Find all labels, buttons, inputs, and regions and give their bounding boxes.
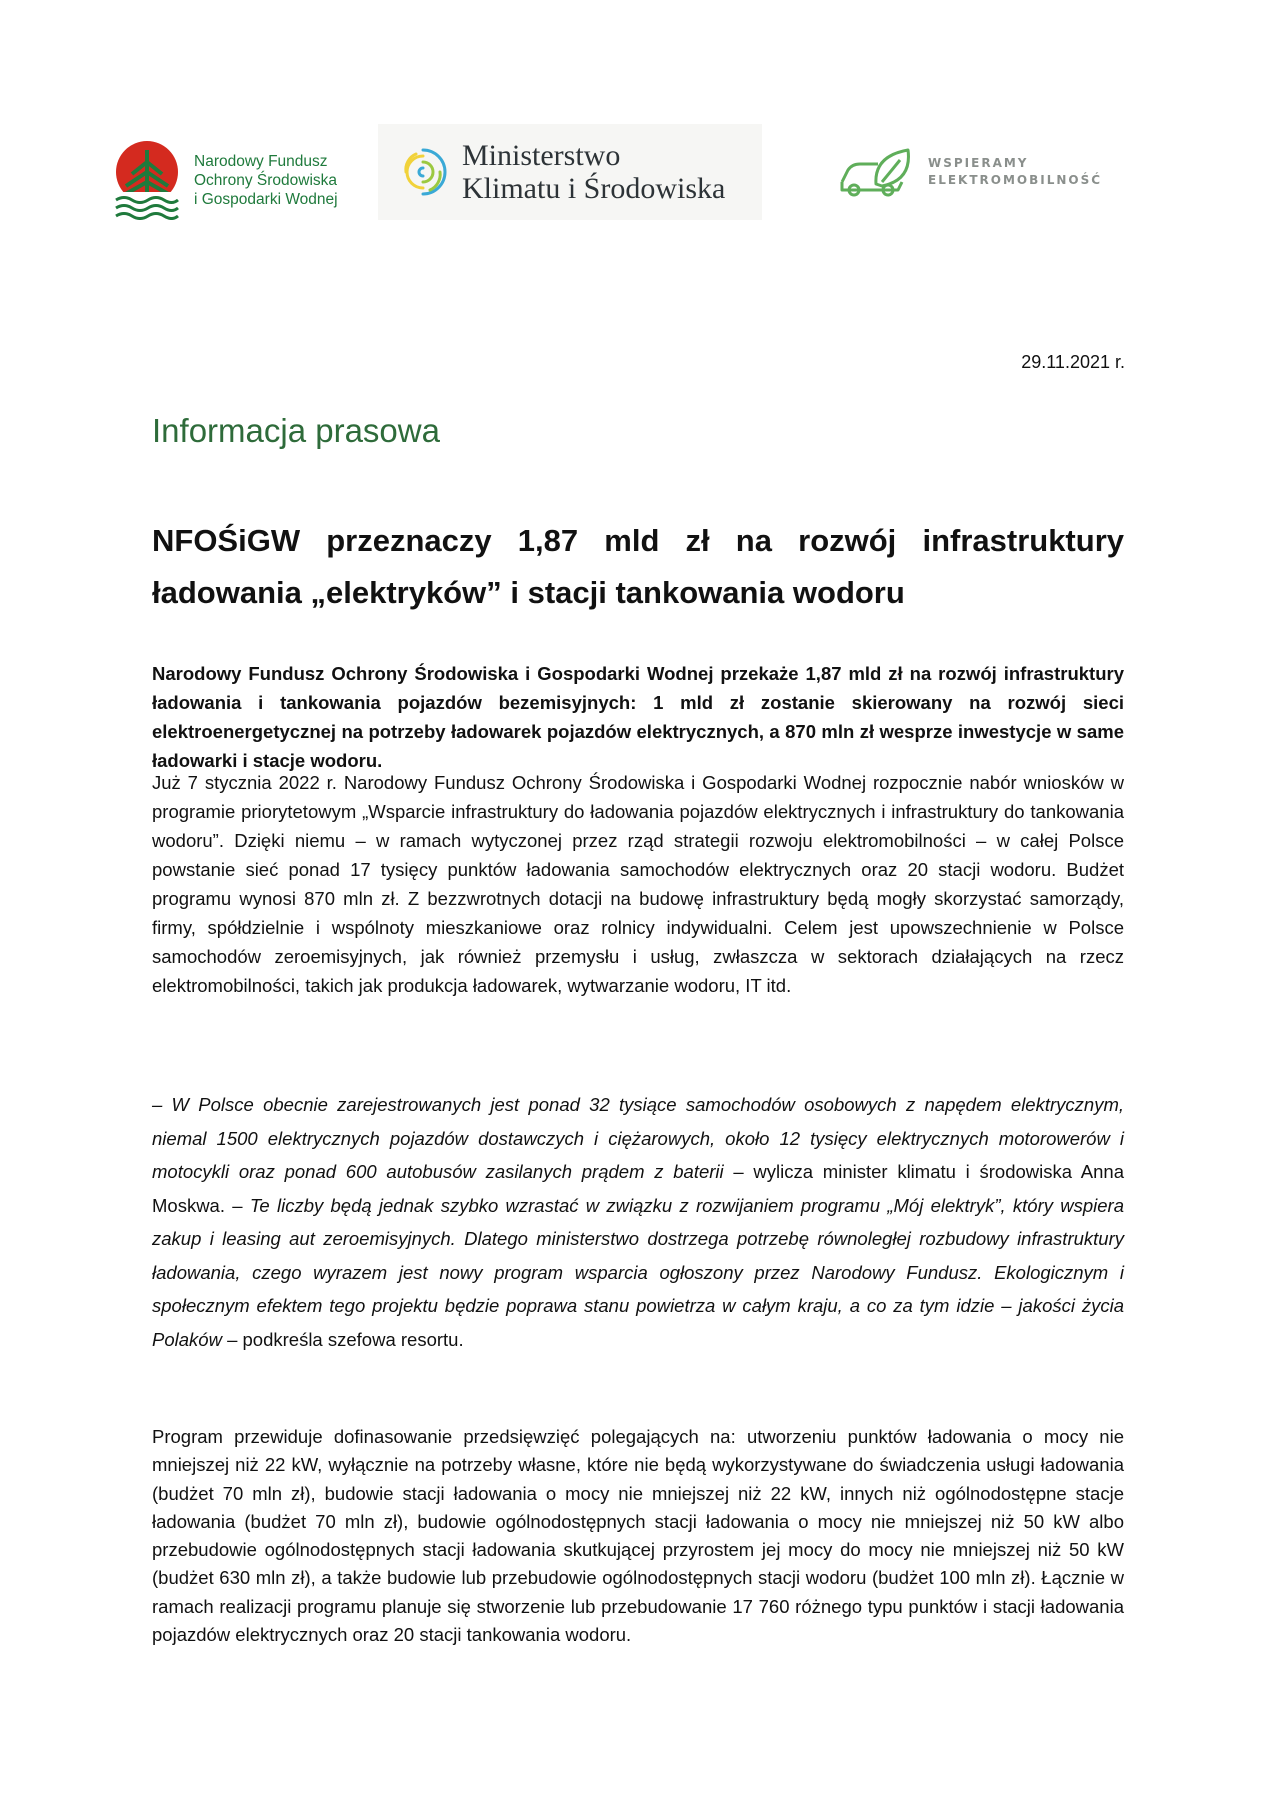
nfosigw-logo-line1: Narodowy Fundusz: [194, 152, 328, 170]
ministry-logo-line2: Klimatu i Środowiska: [462, 172, 726, 205]
wspieramy-logo: [838, 146, 1102, 198]
quote-paragraph: [152, 1088, 1124, 1356]
ministry-logo-line1: Ministerstwo: [462, 139, 621, 172]
wspieramy-logo-line1: WSPIERAMY: [928, 156, 1029, 170]
ministry-swirl-icon: [398, 142, 448, 202]
nfosigw-logo: [110, 140, 338, 220]
nfosigw-logo-line3: i Gospodarki Wodnej: [194, 190, 338, 208]
nfosigw-logo-line2: Ochrony Środowiska: [194, 171, 338, 189]
quote-part-1: – W Polsce obecnie zarejestrowanych jest ponad 32 tysiące samochodów osobowych z napędem elektrycznym, niemal 1500 elektrycznych pojazdów dostawczych i ciężarowych, około 12 tysięcy elektrycznych motorowerów i motocykli oraz ponad 600 autobusów zasilanych prądem z baterii: [152, 1094, 1124, 1182]
wspieramy-logo-text: [928, 155, 1102, 189]
header-logos: [110, 118, 1110, 228]
ministry-logo-text: [462, 139, 725, 205]
document-date: 29.11.2021 r.: [1021, 352, 1125, 372]
nfosigw-logo-text: [194, 152, 338, 209]
paragraph-1: Już 7 stycznia 2022 r. Narodowy Fundusz Ochrony Środowiska i Gospodarki Wodnej rozpocznie nabór wniosków w programie priorytetowym „Wsparcie infrastruktury do ładowania pojazdów elektrycznych i infrastruktury do tankowania wodoru”. Dzięki niemu – w ramach wytyczonej przez rząd strategii rozwoju elektromobilności – w całej Polsce powstanie sieć ponad 17 tysięcy punktów ładowania samochodów elektrycznych oraz 20 stacji wodoru. Budżet programu wynosi 870 mln zł. Z bezzwrotnych dotacji na budowę infrastruktury będą mogły skorzystać samorządy, firmy, spółdzielnie i wspólnoty mieszkaniowe oraz rolnicy indywidualni. Celem jest upowszechnienie w Polsce samochodów zeroemisyjnych, jak również przemysłu i usług, zwłaszcza w sektorach działających na rzecz elektromobilności, takich jak produkcja ładowarek, wytwarzanie wodoru, IT itd.: [152, 772, 1124, 996]
wspieramy-logo-line2: ELEKTROMOBILNOŚĆ: [928, 173, 1103, 187]
quote-attribution-2: – podkreśla szefowa resortu.: [221, 1328, 464, 1350]
lead-paragraph: Narodowy Fundusz Ochrony Środowiska i Gospodarki Wodnej przekaże 1,87 mld zł na rozwój infrastruktury ładowania i tankowania pojazdów bezemisyjnych: 1 mld zł zostanie skierowany na rozwój sieci elektroenergetycznej na potrzeby ładowarek pojazdów elektrycznych, a 870 mln zł wesprze inwestycje w same ładowarki i stacje wodoru.: [152, 663, 1124, 771]
ministry-logo: [378, 124, 762, 220]
press-release-title: NFOŚiGW przeznaczy 1,87 mld zł na rozwój infrastruktury ładowania „elektryków” i stacji tankowania wodoru: [152, 523, 1124, 610]
quote-part-2: Te liczby będą jednak szybko wzrastać w związku z rozwijaniem programu „Mój elektryk”, który wspiera zakup i leasing aut zeroemisyjnych. Dlatego ministerstwo dostrzega potrzebę równoległej rozbudowy infrastruktury ładowania, czego wyrazem jest nowy program wsparcia ogłoszony przez Narodowy Fundusz. Ekologicznym i społecznym efektem tego projektu będzie poprawa stanu powietrza w całym kraju, a co za tym idzie – jakości życia Polaków: [152, 1194, 1124, 1350]
paragraph-3: Program przewiduje dofinasowanie przedsięwzięć polegających na: utworzeniu punktów ładowania o mocy nie mniejszej niż 22 kW, wyłącznie na potrzeby własne, które nie będą wykorzystywane do świadczenia usługi ładowania (budżet 70 mln zł), budowie stacji ładowania o mocy nie mniejszej niż 22 kW, innych niż ogólnodostępne stacje ładowania (budżet 70 mln zł), budowie ogólnodostępnych stacji ładowania o mocy nie mniejszej niż 50 kW albo przebudowie ogólnodostępnych stacji ładowania skutkującej przyrostem jej mocy do mocy nie mniejszej niż 50 kW (budżet 630 mln zł), a także budowie lub przebudowie ogólnodostępnych stacji wodoru (budżet 100 mln zł). Łącznie w ramach realizacji programu planuje się stworzenie lub przebudowanie 17 760 różnego typu punktów i stacji ładowania pojazdów elektrycznych oraz 20 stacji tankowania wodoru.: [152, 1426, 1124, 1646]
electric-car-leaf-icon: [838, 146, 918, 198]
nfosigw-emblem-icon: [110, 140, 184, 220]
quote-attribution-1: – wylicza minister klimatu i środowiska Anna Moskwa. –: [152, 1161, 1124, 1216]
document-heading: Informacja prasowa: [152, 412, 440, 449]
